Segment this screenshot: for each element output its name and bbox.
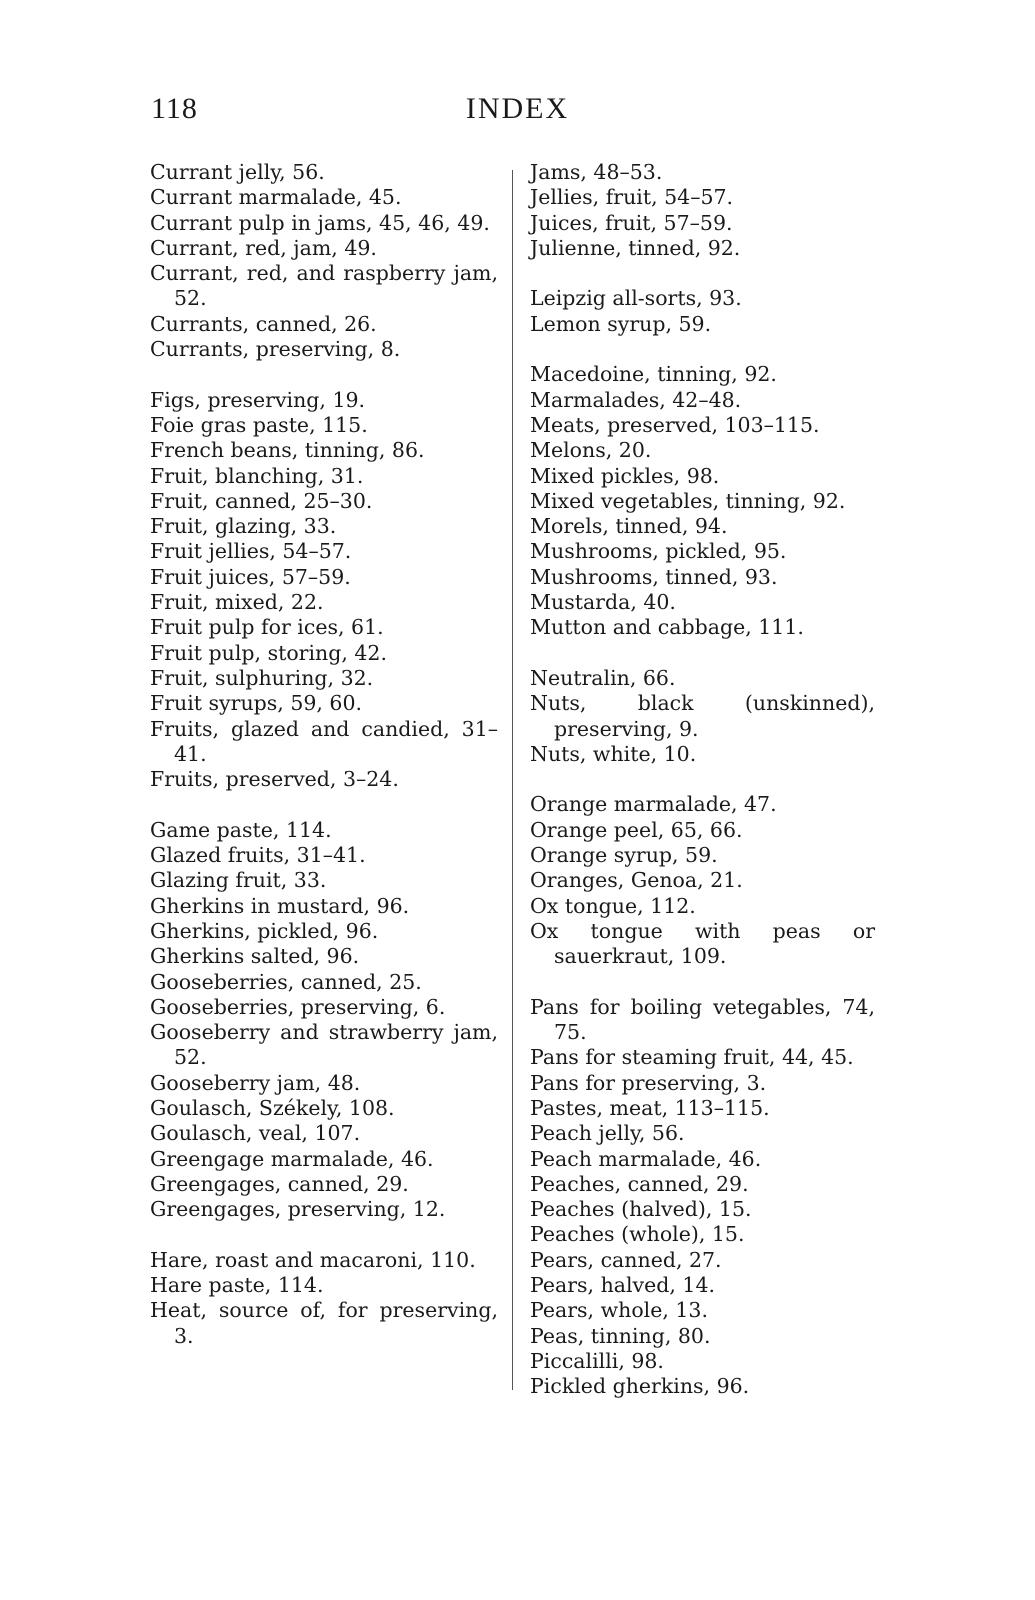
section-gap [530,767,875,792]
index-entry: Greengages, preserving, 12. [150,1197,446,1222]
index-entry: Goulasch, veal, 107. [150,1121,361,1146]
index-entry: Fruits, preserved, 3–24. [150,767,399,792]
index-entry: Gooseberry and strawberry jam, 52. [150,1020,498,1070]
index-entry: Piccalilli, 98. [530,1348,664,1373]
index-entry: Peas, tinning, 80. [530,1323,711,1348]
index-entry: Meats, preserved, 103–115. [530,412,820,437]
index-entry: Greengage marmalade, 46. [150,1146,434,1171]
section-gap [530,337,875,362]
index-entry: Gherkins in mustard, 96. [150,893,410,918]
index-entry: Fruit juices, 57–59. [150,564,351,589]
index-entry: Currant jelly, 56. [150,160,325,184]
index-entry: Neutralin, 66. [530,665,676,690]
index-entry: Julienne, tinned, 92. [530,235,741,260]
index-entry: Gherkins salted, 96. [150,944,360,969]
index-entry: Hare paste, 114. [150,1273,324,1298]
index-entry: Gherkins, pickled, 96. [150,918,379,943]
index-entry: Gooseberries, canned, 25. [150,969,422,994]
index-entry: Pears, whole, 13. [530,1298,708,1323]
column-divider [512,170,513,1390]
page-number: 118 [151,92,198,125]
index-entry: Leipzig all-sorts, 93. [530,286,742,311]
index-entry: Hare, roast and macaroni, 110. [150,1247,476,1272]
index-entry: Pears, halved, 14. [530,1273,716,1298]
index-entry: Ox tongue with peas or sauerkraut, 109. [530,918,875,969]
index-entry: Fruit jellies, 54–57. [150,539,352,564]
index-entry: Pastes, meat, 113–115. [530,1095,770,1120]
section-gap [150,792,498,817]
index-entry: Orange marmalade, 47. [530,792,777,817]
index-entry: Game paste, 114. [150,817,332,842]
index-column-left [150,160,498,1349]
index-entry: Fruit pulp for ices, 61. [150,615,384,640]
index-entry: Pans for preserving, 3. [530,1070,767,1095]
index-entry: Fruit, glazing, 33. [150,514,337,539]
index-entry: Mushrooms, tinned, 93. [530,564,778,589]
index-entry: Ox tongue, 112. [530,893,696,918]
index-entry: Heat, source of, for preserving, 3. [150,1298,498,1348]
index-entry: Pickled gherkins, 96. [530,1374,750,1399]
index-entry: Peaches (whole), 15. [530,1222,745,1247]
index-entry: Peach jelly, 56. [530,1121,685,1146]
index-entry: Pans for steaming fruit, 44, 45. [530,1045,854,1070]
index-entry: Nuts, black (unskinned), preserving, 9. [530,691,875,741]
index-entry: Pears, canned, 27. [530,1247,722,1272]
section-gap [150,362,498,387]
index-entry: Fruit, sulphuring, 32. [150,665,374,690]
section-gap [530,970,875,995]
index-entry: Goulasch, Székely, 108. [150,1095,395,1120]
index-entry: Marmalades, 42–48. [530,387,742,412]
index-entry: Foie gras paste, 115. [150,412,368,437]
index-entry: Macedoine, tinning, 92. [530,362,777,387]
index-entry: Currant pulp in jams, 45, 46, 49. [150,210,490,235]
index-entry: Glazed fruits, 31–41. [150,843,366,868]
index-column-right [530,160,875,1400]
index-entry: Orange peel, 65, 66. [530,817,743,842]
section-gap [530,641,875,666]
index-entry: Currants, canned, 26. [150,311,377,336]
index-entry: Fruit syrups, 59, 60. [150,691,363,716]
index-entry: Currant, red, and raspberry jam, 52. [150,261,498,311]
index-entry: Mixed vegetables, tinning, 92. [530,488,846,513]
running-title: INDEX [465,92,570,125]
index-entry: Gooseberry jam, 48. [150,1070,361,1095]
section-gap [150,1222,498,1247]
index-entry: Morels, tinned, 94. [530,514,728,539]
index-entry: Currant, red, jam, 49. [150,235,377,260]
index-entry: Oranges, Genoa, 21. [530,868,743,893]
index-entry: Juices, fruit, 57–59. [530,210,733,235]
index-entry: Orange syrup, 59. [530,843,718,868]
index-entry: Nuts, white, 10. [530,741,697,766]
index-entry: Peaches (halved), 15. [530,1197,752,1222]
index-entry: French beans, tinning, 86. [150,438,425,463]
index-entry: Mutton and cabbage, 111. [530,615,804,640]
index-entry: Fruit, canned, 25–30. [150,488,373,513]
index-entry: Jams, 48–53. [530,160,663,184]
index-entry: Mushrooms, pickled, 95. [530,539,787,564]
index-entry: Lemon syrup, 59. [530,311,712,336]
index-entry: Glazing fruit, 33. [150,868,327,893]
index-entry: Figs, preserving, 19. [150,387,366,412]
index-entry: Fruit, mixed, 22. [150,590,324,615]
index-entry: Greengages, canned, 29. [150,1171,409,1196]
index-entry: Fruit pulp, storing, 42. [150,640,387,665]
index-entry: Fruits, glazed and candied, 31–41. [150,716,498,766]
index-entry: Jellies, fruit, 54–57. [530,185,734,210]
index-entry: Currants, preserving, 8. [150,337,401,362]
index-entry: Peaches, canned, 29. [530,1171,749,1196]
index-entry: Gooseberries, preserving, 6. [150,994,446,1019]
index-entry: Fruit, blanching, 31. [150,463,364,488]
index-entry: Melons, 20. [530,438,652,463]
index-entry: Mustarda, 40. [530,590,676,615]
index-entry: Currant marmalade, 45. [150,185,402,210]
index-entry: Mixed pickles, 98. [530,463,720,488]
index-entry: Pans for boiling vetegables, 74, 75. [530,994,875,1045]
section-gap [530,261,875,286]
index-entry: Peach marmalade, 46. [530,1146,762,1171]
